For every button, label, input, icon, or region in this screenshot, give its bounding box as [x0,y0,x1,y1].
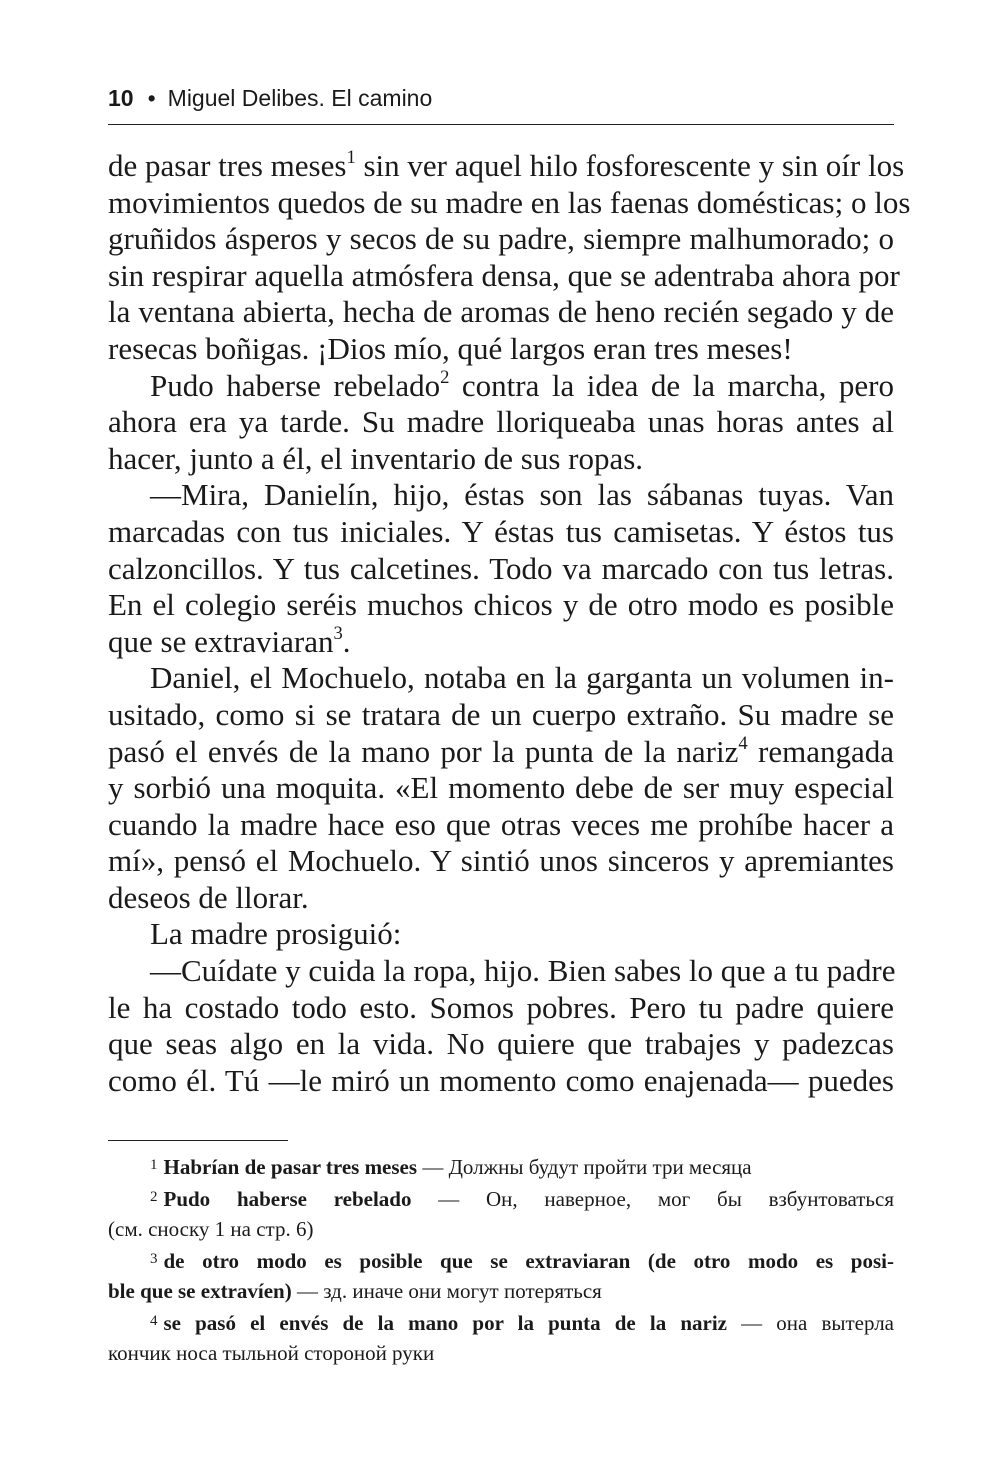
text-line: le ha costado todo esto. Somos pobres. Pero tu padre quiere [108,989,894,1025]
page-number: 10 [108,85,134,111]
text-line: resecas boñigas. ¡Dios mío, qué largos eran tres meses! [108,330,793,366]
text-line: marcadas con tus iniciales. Y éstas tus camisetas. Y éstos tus [108,513,894,549]
footnote-translation: — Должны будут пройти три месяца [417,1155,752,1179]
text-line: que se extraviaran$^3$. [108,622,351,659]
footnote-translation: — она вытерла [727,1311,895,1335]
text-line: Daniel, el Mochuelo, notaba en la garganta un volumen in- [150,660,894,696]
text-line: deseos de llorar. [108,879,309,915]
footnote-2 [108,1182,894,1214]
text-line: Pudo haberse rebelado$^2$ contra la idea de la marcha, pero [150,366,894,403]
footnote-1 [108,1150,894,1182]
footnote-3-cont [108,1276,894,1306]
footnote-term: Habrían de pasar tres meses [163,1155,418,1179]
footnote-translation: — зд. иначе они могут потеряться [291,1279,602,1303]
footnote-ref[interactable]: 3 [333,622,343,644]
text-line: cuando la madre hace eso que otras veces me prohíbe hacer a [108,806,894,842]
text-line: gruñidos ásperos y secos de su padre, siempre malhumorado; o [108,221,894,257]
footnote-number: 2 [150,1189,158,1205]
text-line: calzoncillos. Y tus calcetines. Todo va marcado con tus letras. [108,550,894,586]
footnote-term: ble que se extravíen) [108,1279,292,1303]
text-line: hacer, junto a él, el inventario de sus ropas. [108,440,644,476]
text-line: sin respirar aquella atmósfera densa, que se adentraba ahora por [108,257,900,293]
footnote-translation: — Он, наверное, мог бы взбунтоваться [411,1187,894,1211]
text-line: —Cuídate y cuida la ropa, hijo. Bien sabes lo que a tu padre [150,953,896,989]
footnote-number: 4 [150,1313,158,1329]
text-line: la ventana abierta, hecha de aromas de heno recién segado y de [108,294,894,330]
text-line: pasó el envés de la mano por la punta de la nariz$^4$ remangada [108,732,894,769]
text-line: mí», pensó el Mochuelo. Y sintió unos sinceros y apremiantes [108,843,894,879]
book-title: Miguel Delibes. El camino [167,85,433,111]
running-header [108,80,894,125]
footnote-term: se pasó el envés de la mano por la punta de la nariz [163,1311,728,1335]
text-line: ahora era ya tarde. Su madre lloriqueaba unas horas antes al [108,404,894,440]
text-line: La madre prosiguió: [150,916,402,952]
footnote-2-cont: (см. сноску 1 на стр. 6) [108,1217,314,1241]
text-line: movimientos quedos de su madre en las faenas domésticas; o los [108,184,911,220]
footnote-ref[interactable]: 4 [738,732,748,754]
footnote-3 [108,1244,894,1276]
body-text [108,146,911,1099]
footnote-4 [108,1306,894,1338]
text-line: En el colegio seréis muchos chicos y de otro modo es posible [108,587,894,623]
text-line: y sorbió una moquita. «El momento debe de ser muy especial [108,770,894,806]
text-line: —Mira, Danielín, hijo, éstas son las sábanas tuyas. Van [150,477,894,513]
footnote-term: de otro modo es posible que se extraviaran (de otro modo es posi- [163,1249,894,1273]
footnote-4-cont: кончик носа тыльной стороной руки [108,1341,435,1365]
header-separator: • [147,85,156,111]
footnote-ref[interactable]: 2 [440,366,450,388]
text-line: como él. Tú —le miró un momento como enajenada— puedes [108,1062,894,1098]
footnote-number: 1 [150,1157,158,1173]
text-line: usitado, como si se tratara de un cuerpo extraño. Su madre se [108,696,894,732]
footnote-term: Pudo haberse rebelado [163,1187,412,1211]
footnote-number: 3 [150,1251,158,1267]
text-line: de pasar tres meses$^1$ sin ver aquel hilo fosforescente y sin oír los [108,146,905,183]
text-line: que seas algo en la vida. No quiere que trabajes y padezcas [108,1026,894,1062]
footnotes [108,1150,894,1368]
footnote-divider [108,1140,288,1141]
footnote-ref[interactable]: 1 [346,146,356,168]
